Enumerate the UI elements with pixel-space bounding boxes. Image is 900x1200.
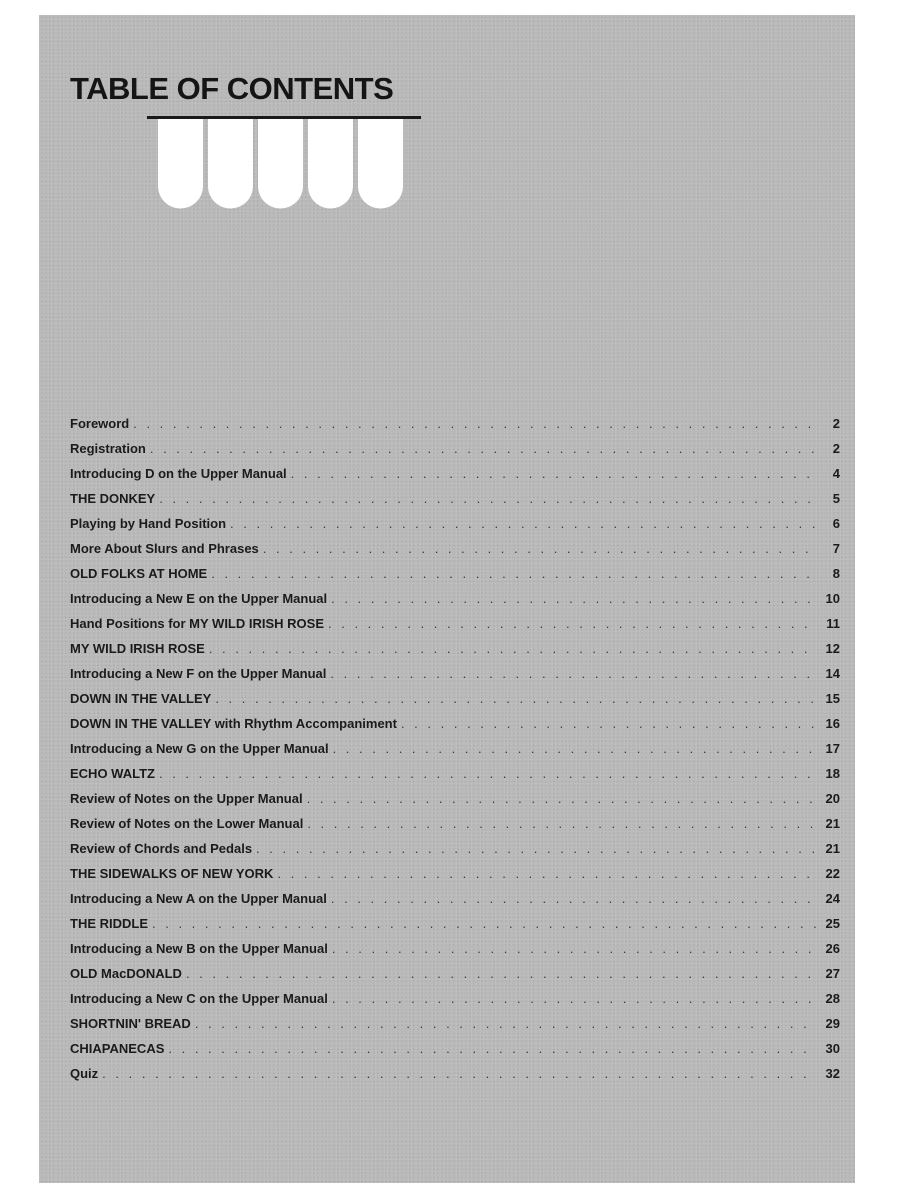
toc-entry — [70, 886, 840, 911]
toc-page-number: 15 — [825, 691, 840, 706]
toc-entry — [70, 686, 840, 711]
toc-entry — [70, 836, 840, 861]
toc-entry-title: DOWN IN THE VALLEY with Rhythm Accompaniment — [70, 716, 397, 731]
toc-entry-title: OLD MacDONALD — [70, 966, 182, 981]
toc-page-number: 26 — [825, 941, 840, 956]
toc-entry-title: Hand Positions for MY WILD IRISH ROSE — [70, 616, 324, 631]
toc-dot-leader — [328, 611, 816, 636]
toc-entry-title: Introducing a New F on the Upper Manual — [70, 666, 327, 681]
toc-entry-title: MY WILD IRISH ROSE — [70, 641, 205, 656]
toc-page-number: 17 — [825, 741, 840, 756]
toc-entry — [70, 611, 840, 636]
toc-list — [70, 411, 840, 1086]
toc-entry-title: CHIAPANECAS — [70, 1041, 165, 1056]
toc-entry-title: THE SIDEWALKS OF NEW YORK — [70, 866, 274, 881]
toc-dot-leader — [307, 786, 816, 811]
toc-dot-leader — [331, 586, 816, 611]
toc-entry-title: Review of Notes on the Upper Manual — [70, 791, 303, 806]
toc-page-number: 29 — [825, 1016, 840, 1031]
toc-entry — [70, 661, 840, 686]
toc-entry — [70, 911, 840, 936]
toc-dot-leader — [195, 1011, 816, 1036]
toc-entry — [70, 436, 840, 461]
toc-page-number: 6 — [832, 516, 840, 531]
toc-dot-leader — [211, 561, 816, 586]
toc-entry-title: Introducing a New G on the Upper Manual — [70, 741, 329, 756]
toc-entry-title: Foreword — [70, 416, 130, 431]
toc-entry-title: Review of Notes on the Lower Manual — [70, 816, 304, 831]
toc-page-number: 16 — [825, 716, 840, 731]
toc-entry-title: THE RIDDLE — [70, 916, 148, 931]
toc-page-number: 18 — [825, 766, 840, 781]
toc-dot-leader — [102, 1061, 816, 1086]
toc-entry — [70, 861, 840, 886]
toc-dot-leader — [277, 861, 816, 886]
toc-entry-title: Introducing a New C on the Upper Manual — [70, 991, 328, 1006]
toc-dot-leader — [332, 986, 816, 1011]
toc-entry-title: Introducing a New A on the Upper Manual — [70, 891, 327, 906]
toc-entry — [70, 761, 840, 786]
toc-entry-title: THE DONKEY — [70, 491, 156, 506]
toc-entry-title: Review of Chords and Pedals — [70, 841, 253, 856]
toc-entry-title: Introducing a New E on the Upper Manual — [70, 591, 328, 606]
toc-dot-leader — [159, 486, 816, 511]
toc-page-number: 24 — [825, 891, 840, 906]
toc-page-number: 32 — [825, 1066, 840, 1081]
toc-dot-leader — [256, 836, 816, 861]
toc-entry-title: Playing by Hand Position — [70, 516, 227, 531]
toc-page-number: 22 — [825, 866, 840, 881]
toc-page-number: 28 — [825, 991, 840, 1006]
toc-entry — [70, 411, 840, 436]
toc-entry-title: Registration — [70, 441, 146, 456]
page-title: TABLE OF CONTENTS — [70, 71, 394, 106]
toc-dot-leader — [152, 911, 816, 936]
toc-dot-leader — [307, 811, 816, 836]
toc-entry — [70, 586, 840, 611]
toc-entry — [70, 736, 840, 761]
toc-entry — [70, 986, 840, 1011]
toc-page-number: 5 — [832, 491, 840, 506]
toc-entry — [70, 811, 840, 836]
toc-entry-title: SHORTNIN' BREAD — [70, 1016, 191, 1031]
toc-entry — [70, 536, 840, 561]
toc-entry — [70, 486, 840, 511]
toc-page-number: 10 — [825, 591, 840, 606]
toc-entry — [70, 511, 840, 536]
toc-page-number: 12 — [825, 641, 840, 656]
toc-page-number: 30 — [825, 1041, 840, 1056]
toc-page-number: 2 — [832, 416, 840, 431]
toc-entry — [70, 961, 840, 986]
document-page — [39, 15, 855, 1183]
toc-page-number: 20 — [825, 791, 840, 806]
toc-dot-leader — [263, 536, 816, 561]
toc-entry — [70, 1061, 840, 1086]
toc-page-number: 21 — [825, 816, 840, 831]
toc-page-number: 21 — [825, 841, 840, 856]
toc-entry — [70, 711, 840, 736]
toc-dot-leader — [168, 1036, 816, 1061]
toc-dot-leader — [150, 436, 816, 461]
toc-page-number: 27 — [825, 966, 840, 981]
toc-page-number: 4 — [832, 466, 840, 481]
toc-dot-leader — [401, 711, 816, 736]
toc-entry-title: ECHO WALTZ — [70, 766, 155, 781]
toc-page-number: 14 — [825, 666, 840, 681]
toc-page-number: 25 — [825, 916, 840, 931]
toc-entry-title: Introducing a New B on the Upper Manual — [70, 941, 328, 956]
toc-dot-leader — [133, 411, 816, 436]
toc-entry — [70, 636, 840, 661]
toc-page-number: 2 — [832, 441, 840, 456]
toc-entry-title: Quiz — [70, 1066, 99, 1081]
toc-page-number: 8 — [832, 566, 840, 581]
toc-entry-title: OLD FOLKS AT HOME — [70, 566, 208, 581]
toc-entry-title: DOWN IN THE VALLEY — [70, 691, 212, 706]
toc-dot-leader — [230, 511, 816, 536]
toc-page-number: 11 — [826, 616, 840, 631]
toc-dot-leader — [209, 636, 816, 661]
toc-dot-leader — [291, 461, 816, 486]
toc-dot-leader — [332, 936, 816, 961]
toc-entry — [70, 786, 840, 811]
toc-dot-leader — [330, 661, 816, 686]
toc-dot-leader — [333, 736, 816, 761]
toc-dot-leader — [331, 886, 816, 911]
toc-dot-leader — [159, 761, 816, 786]
toc-entry — [70, 1036, 840, 1061]
toc-entry-title: Introducing D on the Upper Manual — [70, 466, 287, 481]
toc-entry — [70, 461, 840, 486]
organ-keys-icon — [158, 119, 408, 209]
toc-page-number: 7 — [832, 541, 840, 556]
toc-entry — [70, 936, 840, 961]
toc-entry — [70, 1011, 840, 1036]
toc-dot-leader — [215, 686, 816, 711]
toc-dot-leader — [186, 961, 816, 986]
toc-entry-title: More About Slurs and Phrases — [70, 541, 259, 556]
toc-entry — [70, 561, 840, 586]
